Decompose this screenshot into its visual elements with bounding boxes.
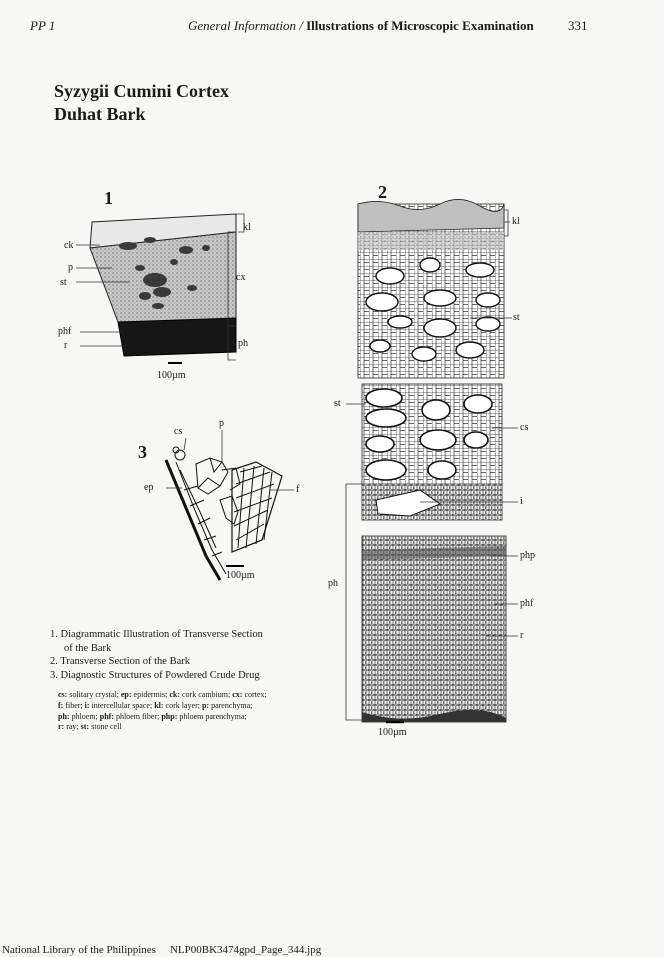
- figure3-number: 3: [138, 442, 147, 462]
- fig1-label-phf: phf: [58, 326, 72, 337]
- fig1-scale-label: 100µm: [157, 370, 186, 381]
- fig1-label-st: st: [60, 277, 67, 288]
- caption-1-cont: of the Bark: [64, 642, 112, 654]
- legend-phf: phf: phloem fiber;: [99, 711, 162, 721]
- fig1-label-kl: kl: [243, 222, 251, 233]
- title-latin: Syzygii Cumini Cortex: [54, 81, 229, 101]
- figure1-number: 1: [104, 188, 113, 208]
- figure-captions: [50, 628, 263, 682]
- fig2-label-kl: kl: [512, 216, 520, 227]
- abbreviation-legend: [58, 690, 328, 733]
- fig2-label-r: r: [520, 630, 524, 641]
- fig1-phloem: [118, 318, 236, 356]
- legend-cs: cs: solitary crystal;: [58, 690, 121, 699]
- caption-2: 2. Transverse Section of the Bark: [50, 656, 190, 667]
- legend-ph: ph: phloem;: [58, 711, 100, 721]
- fig3-scale-label: 100µm: [226, 570, 255, 581]
- footer-filename: NLP00BK3474gpd_Page_344.jpg: [169, 944, 322, 956]
- legend-p: p: parenchyma;: [201, 700, 253, 710]
- fig2-label-st-left: st: [334, 398, 341, 409]
- legend-kl: kl: cork layer;: [154, 700, 202, 710]
- fig2-label-phf: phf: [520, 598, 534, 609]
- legend-ck: ck: cork cambium;: [169, 690, 233, 699]
- title-common: Duhat Bark: [54, 104, 146, 124]
- legend-r: r: ray;: [58, 722, 81, 732]
- caption-1: 1. Diagrammatic Illustration of Transverse Section: [50, 629, 263, 640]
- running-header-code: PP 1: [30, 18, 56, 33]
- legend-php: php: phloem parenchyma;: [161, 711, 247, 721]
- fig2-label-cs: cs: [520, 422, 529, 433]
- fig3-label-f: f: [296, 484, 300, 495]
- fig2-label-ph: ph: [328, 578, 338, 589]
- scan-footer: [2, 944, 321, 956]
- fig3-label-ep: ep: [144, 482, 154, 493]
- fig2-label-st-right: st: [513, 312, 520, 323]
- caption-3: 3. Diagnostic Structures of Powdered Crude Drug: [50, 669, 260, 681]
- fig1-label-p: p: [68, 262, 73, 273]
- legend-f: f: fiber;: [58, 700, 85, 710]
- footer-library: National Library of the Philippines: [2, 944, 156, 956]
- fig3-label-cs: cs: [174, 426, 183, 437]
- fig3-label-p: p: [219, 418, 224, 429]
- fig1-label-ph: ph: [238, 338, 248, 349]
- header-subsection: Illustrations of Microscopic Examination: [306, 18, 534, 33]
- fig2-label-i: i: [520, 496, 523, 507]
- fig1-label-ck: ck: [64, 240, 74, 251]
- fig3-drawing: [166, 447, 282, 580]
- page-number: 331: [568, 18, 588, 33]
- figure2-number: 2: [378, 182, 387, 202]
- fig2-label-php: php: [520, 550, 535, 561]
- legend-cx: cx: cortex;: [232, 690, 267, 699]
- fig1-label-cx: cx: [236, 272, 246, 283]
- fig2-scale-label: 100µm: [378, 727, 407, 738]
- legend-ep: ep: epidermis;: [120, 690, 170, 699]
- fig1-label-r: r: [64, 340, 68, 351]
- legend-i: i: intercellular space;: [84, 700, 155, 710]
- legend-st: st: stone cell: [80, 722, 122, 732]
- header-section: General Information /: [188, 18, 303, 33]
- fig2-panel-bottom: [362, 536, 506, 722]
